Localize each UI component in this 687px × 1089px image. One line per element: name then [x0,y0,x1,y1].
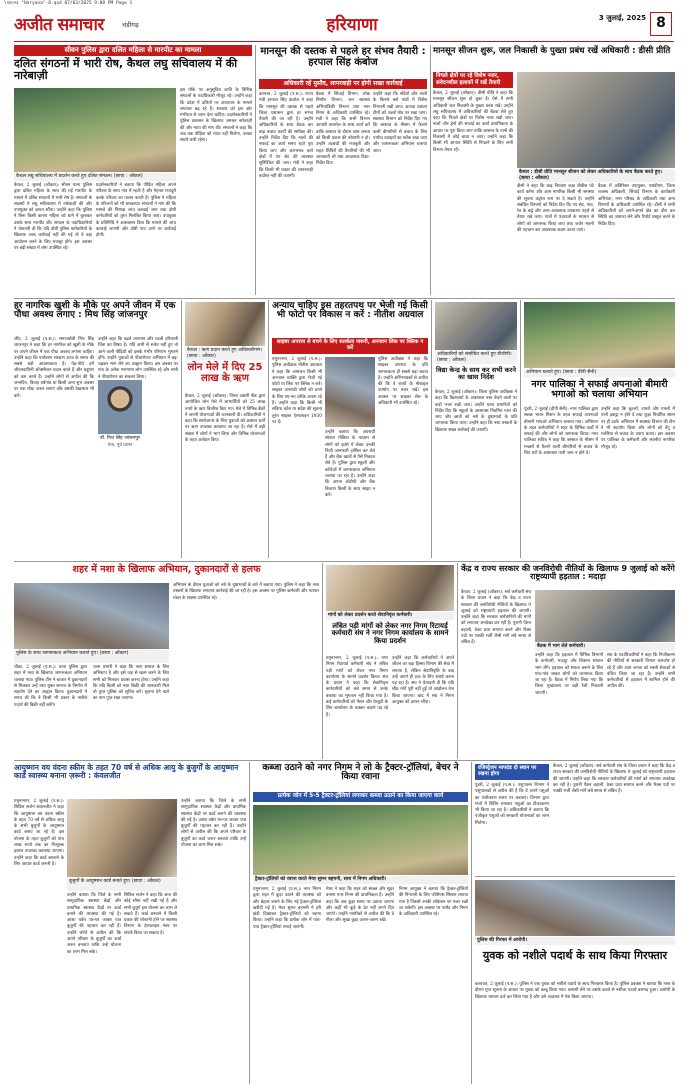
story3-col3: बैठक में अतिरिक्त उपायुक्त, एसडीएम, जिला राजस्व अधिकारी, सिंचाई विभाग के कार्यकारी अभियंता, नगर परिषद के अधिकारी तथा अन्य विभागों के अधिकारी उपस्थित रहे। डीसी ने सभी अधिकारियों को अपने-अपने क्षेत्र का दौरा कर स्थिति का जायजा लेने और रिपोर्ट प्रस्तुत करने के निर्देश दिए। [598,184,675,227]
story9-headline: शहर में नशा के खिलाफ अभियान, दुकानदारों से हलफ [72,564,261,575]
story13-caption: बुजुर्गों के आयुष्मान कार्ड बनाते हुए। (छाया : ओंकार) [67,878,177,891]
story15-photo [475,880,675,936]
story6-col3: पुलिस अधीक्षक ने कहा कि साइबर अपराध के प्रति जागरूकता ही सबसे बड़ा बचाव है। उन्होंने अभिभावकों से अपील की कि वे बच्चों के मोबाइल उपयोग पर नजर रखें। इस अवसर पर साइबर सेल के अधिकारी भी उपस्थित रहे। [378,357,428,407]
story2-col1: करनाल, 2 जुलाई (प.स.): राज्य मंत्री हरपाल सिंह कंबोज ने कहा कि मानसून की दस्तक से पहले जिला प्रशासन द्वारा हर संभव तैयारी की जा रही है। उन्होंने अधिकारियों के साथ बैठक कर बाढ़ बचाव कार्यों की समीक्षा की। उन्होंने निर्देश दिए कि नालों की सफाई का कार्य समय रहते पूरा किया जाए और जलभराव वाले क्षेत्रों में पंप सेट की व्यवस्था सुनिश्चित की जाए। मंत्री ने कहा कि किसी भी प्रकार की लापरवाही बर्दाश्त नहीं की जाएगी। [259,92,313,179]
story12-col2: कैथल, 2 जुलाई (ओंकार): सर्व कर्मचारी संघ के जिला प्रधान ने कहा कि केंद्र व राज्य सरकार की जनविरोधी नीतियों के खिलाफ 9 जुलाई को राष्ट्रव्यापी हड़ताल की जाएगी। उन्होंने कहा कि सरकार कर्मचारियों की मांगों को लगातार अनदेखा कर रही है। पुरानी पेंशन बहाली, ठेका प्रथा समाप्त करने और रिक्त पदों पर पक्की भर्ती जैसी मांगें लंबे समय से लंबित हैं। [553,764,675,795]
story13-col3: सिविल सर्जन ने कहा कि आय की कोई सीमा नहीं रखी गई है और सभी बुजुर्ग इस योजना का लाभ ले सकते हैं। कार्ड बनवाने में किसी प्रकार की परेशानी होने पर स्वास्थ्य विभाग के हेल्पलाइन नंबर पर संपर्क किया जा सकता है। [124,893,177,936]
story11-col2: उन्होंने कहा कि हड़ताल में विभिन्न विभागों के कर्मचारी, मजदूर और किसान संगठन भाग लेंगे। हड़ताल को सफल बनाने के लिए गांव-गांव जाकर लोगों को जागरूक किया जा रहा है। बैठक में निर्णय लिया गया कि जिला मुख्यालय पर बड़ी रैली निकाली जाएगी। [535,653,603,696]
section-title: हरियाणा [326,15,378,35]
paper-name-logo: अजीत समाचार [14,15,104,35]
story2-strip: अधिकारी रहें मुस्तैद, लापरवाही पर होगी सख्त कार्रवाई [259,79,427,89]
story8-photo [524,302,675,368]
story5-headline: लोन मेले में दिए 25 लाख के ऋण [187,362,263,384]
story6-col2: उन्होंने बताया कि अपराधी सोशल मीडिया के माध्यम से लोगों को झांसे में लेकर उनकी निजी जानकारी हासिल कर लेते हैं और बैंक खातों से पैसे निकाल लेते हैं। पुलिस द्वारा स्कूलों और कॉलेजों में जागरूकता अभियान चलाया जा रहा है। उन्होंने कहा कि अपना ओटीपी और बैंक विवरण किसी के साथ साझा न करें। [325,430,375,498]
story4-col1: जींद, 2 जुलाई (प.स.): समाजसेवी मिथ सिंह जांजनपुर ने कहा कि हर नागरिक को खुशी के मौके पर अपने जीवन में एक पौधा अवश्य लगाना चाहिए। उन्होंने कहा कि पर्यावरण संरक्षण आज के समय की सबसे बड़ी आवश्यकता है। पेड़-पौधे हमें जीवनदायिनी ऑक्सीजन प्रदान करते हैं और प्रदूषण को कम करते हैं। उन्होंने लोगों से अपील की कि जन्मदिन, विवाह वर्षगांठ या किसी अन्य शुभ अवसर पर एक पौधा जरूर लगाएं और उसकी देखभाल भी करें। [14,337,94,399]
story14-col1: यमुनानगर, 2 जुलाई (प.स.): नगर निगम द्वारा शहर में कूड़ा उठाने की व्यवस्था को और बेहतर बनाने के लिए नई ट्रैक्टर-ट्रॉलियां खरीदी गई हैं। मेयर सुमन बहमनी ने हरी झंडी दिखाकर ट्रैक्टर-ट्रॉलियों को रवाना किया। उन्होंने कहा कि प्रत्येक जोन में पांच-पांच ट्रैक्टर-ट्रॉलियां लगाई जाएंगी। [253,887,321,930]
story13-col4: उन्होंने बताया कि जिले के सभी सामुदायिक स्वास्थ्य केंद्रों और प्राथमिक स्वास्थ्य केंद्रों पर कार्ड बनाने की व्यवस्था की गई है। आशा वर्कर घर-घर जाकर पात्र बुजुर्गों की पहचान कर रही हैं। उन्होंने लोगों से अपील की कि अपने परिवार के बुजुर्गों का कार्ड जरूर बनवाएं ताकि उन्हें योजना का लाभ मिल सके। [181,799,246,849]
story3-headline: मानसून सीजन शुरू, जल निकासी के पुख्ता प्रबंध रखें अधिकारी : डीसी प्रीति [433,46,671,56]
story2-headline: मानसून की दस्तक से पहले हर संभव तैयारी : हरपाल सिंह कंबोज [260,46,426,68]
story3-col2: डीसी ने कहा कि बाढ़ नियंत्रण कक्ष चौबीस घंटे कार्य करेगा और आम नागरिक किसी भी समस्या की सूचना कंट्रोल रूम पर दे सकते हैं। उन्होंने संबंधित विभागों को निर्देश दिए कि पंप सेट, नाव, रेत के कट्टे और अन्य आवश्यक उपकरण पहले से तैयार रखे जाएं। गांवों में पंचायतों के माध्यम से लोगों को जागरूक किया जाए तथा जर्जर भवनों की पहचान कर आवश्यक कदम उठाए जाएं। [517,184,594,234]
story2-col3: उन्होंने कहा कि नदियों और नालों के किनारे बसे गांवों में विशेष निगरानी रखी जाए। आपदा प्रबंधन टीमों को अलर्ट मोड पर रखा जाए। स्वास्थ्य विभाग को निर्देश दिए गए कि बरसात के मौसम में फैलने वाली बीमारियों से बचाव के लिए पर्याप्त दवाइयों का स्टॉक रखा जाए और जागरूकता अभियान चलाया जाए। [373,92,427,154]
story1-col2: प्रदर्शनकारियों ने बताया कि पीड़ित महिला अपने परिवार के साथ गांव में रहती है और मेहनत मजदूरी करके परिवार का पालन करती है। पुलिस ने महिला के परिजनों को भी धमकाया। संगठनों ने मांग की कि मामले की निष्पक्ष जांच करवाई जाए तथा दोषी कर्मचारियों को तुरंत निलंबित किया जाए। उपायुक्त के प्रतिनिधि ने आश्वासन दिया कि मामले की जांच करवाई जाएगी और दोषी पाए जाने पर कार्रवाई होगी। [96,183,176,239]
story5-caption: कैथल : ऋण प्रदान करते हुए अधिकारीगण। (छाया : ओंकार) [185,347,265,360]
story14-strip: प्रत्येक जोन में 5-5 ट्रैक्टर-ट्रॉलियां लगाकर कब्जा उठाने का किया जाएगा कार्य [253,792,468,802]
story11-col3: संघ के पदाधिकारियों ने कहा कि निजीकरण की नीतियों से सरकारी विभाग कमजोर हो रहे हैं और आम जनता को सस्ती सेवाओं से वंचित किया जा रहा है। उन्होंने सभी कर्मचारियों से हड़ताल में शामिल होने की अपील की। [607,653,675,690]
story7-photo [435,302,517,350]
story10-headline: लंबित पड़ी मांगों को लेकर नगर निगम रिटायर्ड कर्मचारी संघ ने नगर निगम कार्यालय के सामने किया प्रदर्शन [331,622,449,645]
story7-col: कैथल, 2 जुलाई (ओंकार): जिला पुलिस अधीक्षक ने कहा कि विद्यालयों के आसपास नशा बेचने वालों पर कड़ी नजर रखी जाए। उन्होंने थाना प्रभारियों को निर्देश दिए कि स्कूलों के आसपास नियमित गश्त की जाए और छात्रों को नशे के दुष्प्रभावों के प्रति जागरूक किया जाए। उन्होंने कहा कि नशा तस्करों के खिलाफ सख्त कार्रवाई की जाएगी। [435,390,517,433]
story1-caption: कैथल लघु सचिवालय में प्रदर्शन करते हुए दलित संगठन। (छाया : ओंकार) [14,173,176,181]
story10-col1: यमुनानगर, 2 जुलाई (प.स.): नगर निगम रिटायर्ड कर्मचारी संघ ने लंबित पड़ी मांगों को लेकर नगर निगम कार्यालय के सामने प्रदर्शन किया। संघ के प्रधान ने कहा कि सेवानिवृत्त कर्मचारियों को लंबे समय से उनके बकाया का भुगतान नहीं किया गया है। कई कर्मचारियों को पेंशन और ग्रेच्युटी के लिए कार्यालय के चक्कर काटने पड़ रहे हैं। [326,656,388,718]
story1-photo [14,88,176,172]
story9-col1: चीका, 2 जुलाई (प.स.): थाना पुलिस द्वारा शहर में नशा के खिलाफ जागरूकता अभियान चलाया गया। पुलिस टीम ने बाजार में दुकानदारों से मिलकर उन्हें नशा मुक्त समाज के निर्माण में सहयोग देने का आह्वान किया। दुकानदारों ने शपथ ली कि वे किसी भी प्रकार के नशीले पदार्थ की बिक्री नहीं करेंगे। [14,665,87,708]
story9-photo [14,583,169,649]
story6-headline: अन्याय चाहिए इस तहरतपथ पर भेजी गई किसी भी फोटो पर विकास न करें : नीतीश अग्रवाल [272,301,428,321]
story11-photo [535,590,675,642]
story4-col2b [146,380,178,557]
story3-photo [517,72,675,168]
story1-col1: कैथल, 2 जुलाई (ओंकार): सीवन थाना पुलिस द्वारा दलित महिला के साथ की गई मारपीट के मामले में दलित संगठनों में भारी रोष है। संगठनों के सदस्यों ने लघु सचिवालय में नारेबाज़ी की और उपायुक्त को ज्ञापन सौंपा। उन्होंने कहा कि पुलिस ने बिना किसी कारण महिला को थाने में बुलाकर उसके साथ मारपीट की। संगठन के पदाधिकारियों ने चेतावनी दी कि यदि दोषी पुलिस कर्मचारियों के खिलाफ जल्द कार्रवाई नहीं की गई तो वे बड़ा आंदोलन करने के लिए मजबूर होंगे। इस अवसर पर बड़ी संख्या में लोग उपस्थित रहे। [14,183,92,251]
story10-caption: मांगों को लेकर प्रदर्शन करते सेवानिवृत्त कर्मचारी। [326,612,454,620]
story12-strip: रजिस्ट्रेशन मापदंड दो स्थान पर रखना होगा [475,764,549,780]
story14-caption: ट्रैक्टर-ट्रॉलियों को रवाना करते मेयर सुमन बहमनी, साथ में निगम अधिकारी। [253,876,468,884]
story1-col3: इस मौके पर अनुसूचित जाति के विभिन्न संगठनों के पदाधिकारी मौजूद रहे। उन्होंने कहा कि प्रदेश में दलितों पर अत्याचार के मामले लगातार बढ़ रहे हैं। सरकार को इस ओर गंभीरता से ध्यान देना चाहिए। प्रदर्शनकारियों ने पुलिस प्रशासन के खिलाफ जमकर नारेबाज़ी की और न्याय की मांग की। संगठनों ने कहा कि जब तक पीड़िता को न्याय नहीं मिलेगा, उनका संघर्ष जारी रहेगा। [180,88,252,144]
story9-caption: पुलिस के साथ जागरूकता अभियान चलाते हुए। (छाया : ओंकार) [14,650,169,663]
story11-col1: कैथल, 2 जुलाई (ओंकार): सर्व कर्मचारी संघ के जिला प्रधान ने कहा कि केंद्र व राज्य सरकार की जनविरोधी नीतियों के खिलाफ 9 जुलाई को राष्ट्रव्यापी हड़ताल की जाएगी। उन्होंने कहा कि सरकार कर्मचारियों की मांगों को लगातार अनदेखा कर रही है। पुरानी पेंशन बहाली, ठेका प्रथा समाप्त करने और रिक्त पदों पर पक्की भर्ती जैसी मांगें लंबे समय से लंबित हैं। [461,590,531,646]
story10-col2: उन्होंने कहा कि कर्मचारियों ने अपने जीवन का बड़ा हिस्सा विभाग की सेवा में लगाया है, लेकिन सेवानिवृत्ति के बाद उन्हें अपने ही हक के लिए संघर्ष करना पड़ रहा है। संघ ने चेतावनी दी कि यदि शीघ्र मांगें पूरी नहीं हुईं तो आंदोलन तेज किया जाएगा। बाद में संघ ने निगम आयुक्त को ज्ञापन सौंपा। [392,656,454,706]
story12-col: पुंडरी, 2 जुलाई (प.स.): पशुपालन विभाग ने पशुपालकों से अपील की है कि वे अपने पशुओं का पंजीकरण समय पर करवाएं। विभाग द्वारा गांवों में शिविर लगाकर पशुओं का टीकाकरण भी किया जा रहा है। अधिकारियों ने बताया कि पंजीकृत पशुओं को सरकारी योजनाओं का लाभ मिलेगा। [475,783,549,826]
story15-col: कलायत, 2 जुलाई (प.स.): पुलिस ने एक युवक को नशीले पदार्थ के साथ गिरफ्तार किया है। पुलिस प्रवक्ता ने बताया कि गश्त के दौरान गुप्त सूचना के आधार पर युवक को काबू किया गया। तलाशी लेने पर उसके कब्जे से नशीला पदार्थ बरामद हुआ। आरोपी के खिलाफ मामला दर्ज कर लिया गया है और उसे अदालत में पेश किया जाएगा। [475,982,675,1000]
story8-headline: नगर पालिका ने सफाई अपनाओ बीमारी भगाओ को चलाया अभियान [531,379,668,400]
story11-caption: बैठक में भाग लेते कर्मचारी। [535,643,675,651]
story14-col2: मेयर ने कहा कि शहर को स्वच्छ और सुंदर बनाना नगर निगम की प्राथमिकता है। उन्होंने कहा कि अब कूड़ा समय पर उठाया जाएगा और कहीं भी कूड़े के ढेर नहीं लगने दिए जाएंगे। उन्होंने नागरिकों से अपील की कि वे गीला और सूखा कूड़ा अलग-अलग रखें। [326,887,394,924]
story5-col: कैथल, 2 जुलाई (ओंकार): जिला अग्रणी बैंक द्वारा आयोजित लोन मेले में लाभार्थियों को 25 लाख रुपये के ऋण वितरित किए गए। मेले में विभिन्न बैंकों ने अपनी योजनाओं की जानकारी दी। अधिकारियों ने कहा कि स्वरोजगार के लिए युवाओं को आसान शर्तों पर ऋण उपलब्ध करवाया जा रहा है। मेले में बड़ी संख्या में लोगों ने भाग लिया और विभिन्न योजनाओं के तहत आवेदन किए। [185,394,265,444]
print-slug: \१४०२३ "Haryana"-8.qxd 07/03/2025 9:08 PM Page 1 [4,1,133,6]
story4-headline: हर नागरिक खुशी के मौके पर अपने जीवन में एक पौधा अवश्य लगाए : मिथ सिंह जांजनपुर [14,301,176,321]
story4-col2: उन्होंने कहा कि बढ़ते तापमान और घटती हरियाली चिंता का विषय है। यदि अभी से सचेत नहीं हुए तो आने वाली पीढ़ियों को इसके गंभीर परिणाम भुगतने होंगे। उन्होंने युवाओं से पौधारोपण अभियान में बढ़-चढ़कर भाग लेने का आह्वान किया। इस अवसर पर गांव के अनेक गणमान्य लोग उपस्थित रहे और सभी ने पौधारोपण का संकल्प लिया। [98,337,178,380]
edition-date: 3 जुलाई, 2025 [598,14,646,22]
story13-photo [67,799,177,877]
story13-col1: यमुनानगर, 2 जुलाई (प.स.): सिविल सर्जन कंवलजीत ने कहा कि आयुष्मान वय वंदना स्कीम के तहत 70 वर्ष से अधिक आयु के सभी बुजुर्गों के आयुष्मान कार्ड बनाए जा रहे हैं। इस योजना के तहत बुजुर्गों को पांच लाख रुपये तक का निःशुल्क इलाज उपलब्ध करवाया जाएगा। उन्होंने कहा कि कार्ड बनवाने के लिए आधार कार्ड जरूरी है। [14,799,64,867]
story3-caption: कैथल : डीसी प्रीति मानसून सीजन को लेकर अधिकारियों के साथ बैठक करते हुए। (छाया : ओंकार) [517,169,675,182]
story4-caption-title: नेता, पूर्व प्रधान [107,443,133,448]
story9-col3: अभियान के दौरान युवाओं को नशे के दुष्प्रभावों के बारे में बताया गया। पुलिस ने कहा कि नशा तस्करों के खिलाफ लगातार कार्रवाई की जा रही है। इस अवसर पर पुलिस कर्मचारी और व्यापार मंडल के सदस्य उपस्थित रहे। [173,583,319,601]
story4-caption-name: डॉ. मिथ सिंह जांजनपुर [100,436,140,441]
story14-col3: निगम आयुक्त ने बताया कि ट्रैक्टर-ट्रॉलियों की निगरानी के लिए जीपीएस सिस्टम लगाया गया है जिससे उनकी लोकेशन पर नजर रखी जा सकेगी। इस अवसर पर पार्षद और निगम के अधिकारी उपस्थित रहे। [399,887,468,918]
story14-headline: कब्जा उठाने को नगर निगम ने लो के ट्रैक्टर-ट्रॉलियां, बेचर ने किया रवाना [262,763,459,783]
page-number: 8 [650,12,672,36]
story7-caption: अधिकारियों को संबोधित करते हुए डीजीपी। (छाया : ओंकार) [435,351,517,364]
story6-photo [325,357,375,427]
story2-col2: बैठक में सिंचाई विभाग, लोक निर्माण विभाग, जन स्वास्थ्य अभियांत्रिकी विभाग तथा नगर निगम के अधिकारी उपस्थित रहे। मंत्री ने कहा कि सभी विभाग आपसी तालमेल के साथ कार्य करें ताकि बरसात के दौरान आम जनता को किसी प्रकार की परेशानी न हो। उन्होंने तटबंधों की मजबूती और राहत शिविरों की तैयारियों की भी जानकारी ली तथा आवश्यक दिशा-निर्देश दिए। [316,92,370,167]
story15-caption: पुलिस की गिरफ्त में आरोपी। [475,937,675,945]
story3-strip: निचले क्षेत्रों पर रहे विशेष नजर, संवेदनशील इलाकों में रखें तैयारी [433,72,513,88]
story1-kicker: सीवन पुलिस द्वारा दलित महिला से मारपीट का मामला [14,45,252,56]
story13-col2: उन्होंने बताया कि जिले के सभी सामुदायिक स्वास्थ्य केंद्रों और प्राथमिक स्वास्थ्य केंद्रों पर कार्ड बनाने की व्यवस्था की गई है। आशा वर्कर घर-घर जाकर पात्र बुजुर्गों की पहचान कर रही हैं। उन्होंने लोगों से अपील की कि अपने परिवार के बुजुर्गों का कार्ड जरूर बनवाएं ताकि उन्हें योजना का लाभ मिल सके। [67,893,121,955]
story15-headline: युवक को नशीले पदार्थ के साथ किया गिरफ्तार [482,949,668,962]
story1-headline: दलित संगठनों में भारी रोष, कैथल लघु सचिवालय में की नारेबाज़ी [14,57,238,82]
story8-col2: उन्होंने कहा कि कूलरों, टायरों और गमलों में पानी इकट्ठा न होने दें तथा कूड़ा निर्धारित स्थान पर ही डालें। अभियान में स्वास्थ्य विभाग की टीम ने भी सहयोग किया और लोगों को डेंगू व मलेरिया से बचाव के उपाय बताए। इस अवसर पर पालिका के कर्मचारी और स्थानीय नागरिक मौजूद रहे। [601,407,675,450]
story13-headline: आयुष्मान वय वंदना स्कीम के तहत 70 वर्ष से अधिक आयु के बुजुर्गों के आयुष्मान कार्ड स्वास्थ्य बनाना ज़रूरी : कंवलजीत [14,763,239,780]
city-label: चंडीगढ़ [122,21,139,29]
story3-col1: कैथल, 2 जुलाई (ओंकार): डीसी प्रीति ने कहा कि मानसून सीजन शुरू हो चुका है। ऐसे में सभी अधिकारी जल निकासी के पुख्ता प्रबंध रखें। उन्होंने लघु सचिवालय में अधिकारियों की बैठक लेते हुए कहा कि निचले क्षेत्रों पर विशेष नजर रखी जाए। नालों और ड्रेनों की सफाई का कार्य प्राथमिकता के आधार पर पूरा किया जाए ताकि बरसात के पानी की निकासी में कोई बाधा न आए। उन्होंने कहा कि किसी भी आपात स्थिति से निपटने के लिए सभी विभाग तैयार रहें। [433,91,513,153]
story11-headline: केंद्र व राज्य सरकार की जनविरोधी नीतियों के खिलाफ 9 जुलाई को करेंगे राष्ट्रव्यापी हड़ताल : मदाड़ा [461,564,675,582]
story14-photo [253,805,468,875]
story6-col1: यमुनानगर, 2 जुलाई (प.स.): पुलिस अधीक्षक नीतीश अग्रवाल ने कहा कि आमजन किसी भी अनजान व्यक्ति द्वारा भेजी गई फोटो या लिंक पर क्लिक न करें। साइबर अपराधी लोगों को ठगने के लिए नए-नए तरीके अपना रहे हैं। उन्होंने कहा कि किसी भी संदिग्ध कॉल या संदेश की सूचना तुरंत साइबर हेल्पलाइन 1930 पर दें। [272,357,322,425]
story10-photo [326,565,454,611]
story8-col1: पुंडरी, 2 जुलाई (डीपी सैनी): नगर पालिका द्वारा स्वच्छ भारत मिशन के तहत सफाई अपनाओ बीमारी भगाओ अभियान चलाया गया। अभियान के तहत कर्मचारियों ने शहर के विभिन्न वार्डों में सफाई की और लोगों को जागरूक किया। नगर पालिका सचिव ने कहा कि बरसात के मौसम में मच्छरों से फैलने वाली बीमारियों से बचाव के लिए घरों के आसपास पानी जमा न होने दें। [524,407,598,457]
story7-headline: विद्या केन्द्र के साथ कर सभी करने का खास निर्देश [436,366,516,381]
story8-caption: अभियान चलाते हुए। (छाया : डीपी सैनी) [524,369,675,377]
story9-col2: थाना प्रभारी ने कहा कि नशा समाज के लिए अभिशाप है और इसे जड़ से खत्म करने के लिए सभी को मिलकर प्रयास करना होगा। उन्होंने कहा कि यदि किसी को नशा बिक्री की जानकारी मिले तो तुरंत पुलिस को सूचित करें। सूचना देने वाले का नाम गुप्त रखा जाएगा। [93,665,169,702]
story6-strip: साइबर अपराध से बचने के लिए सतर्कता जरूरी, अनजान लिंक पर क्लिक न करें [272,338,428,354]
story5-photo [185,302,265,346]
story4-portrait [98,380,142,434]
masthead [14,10,674,42]
